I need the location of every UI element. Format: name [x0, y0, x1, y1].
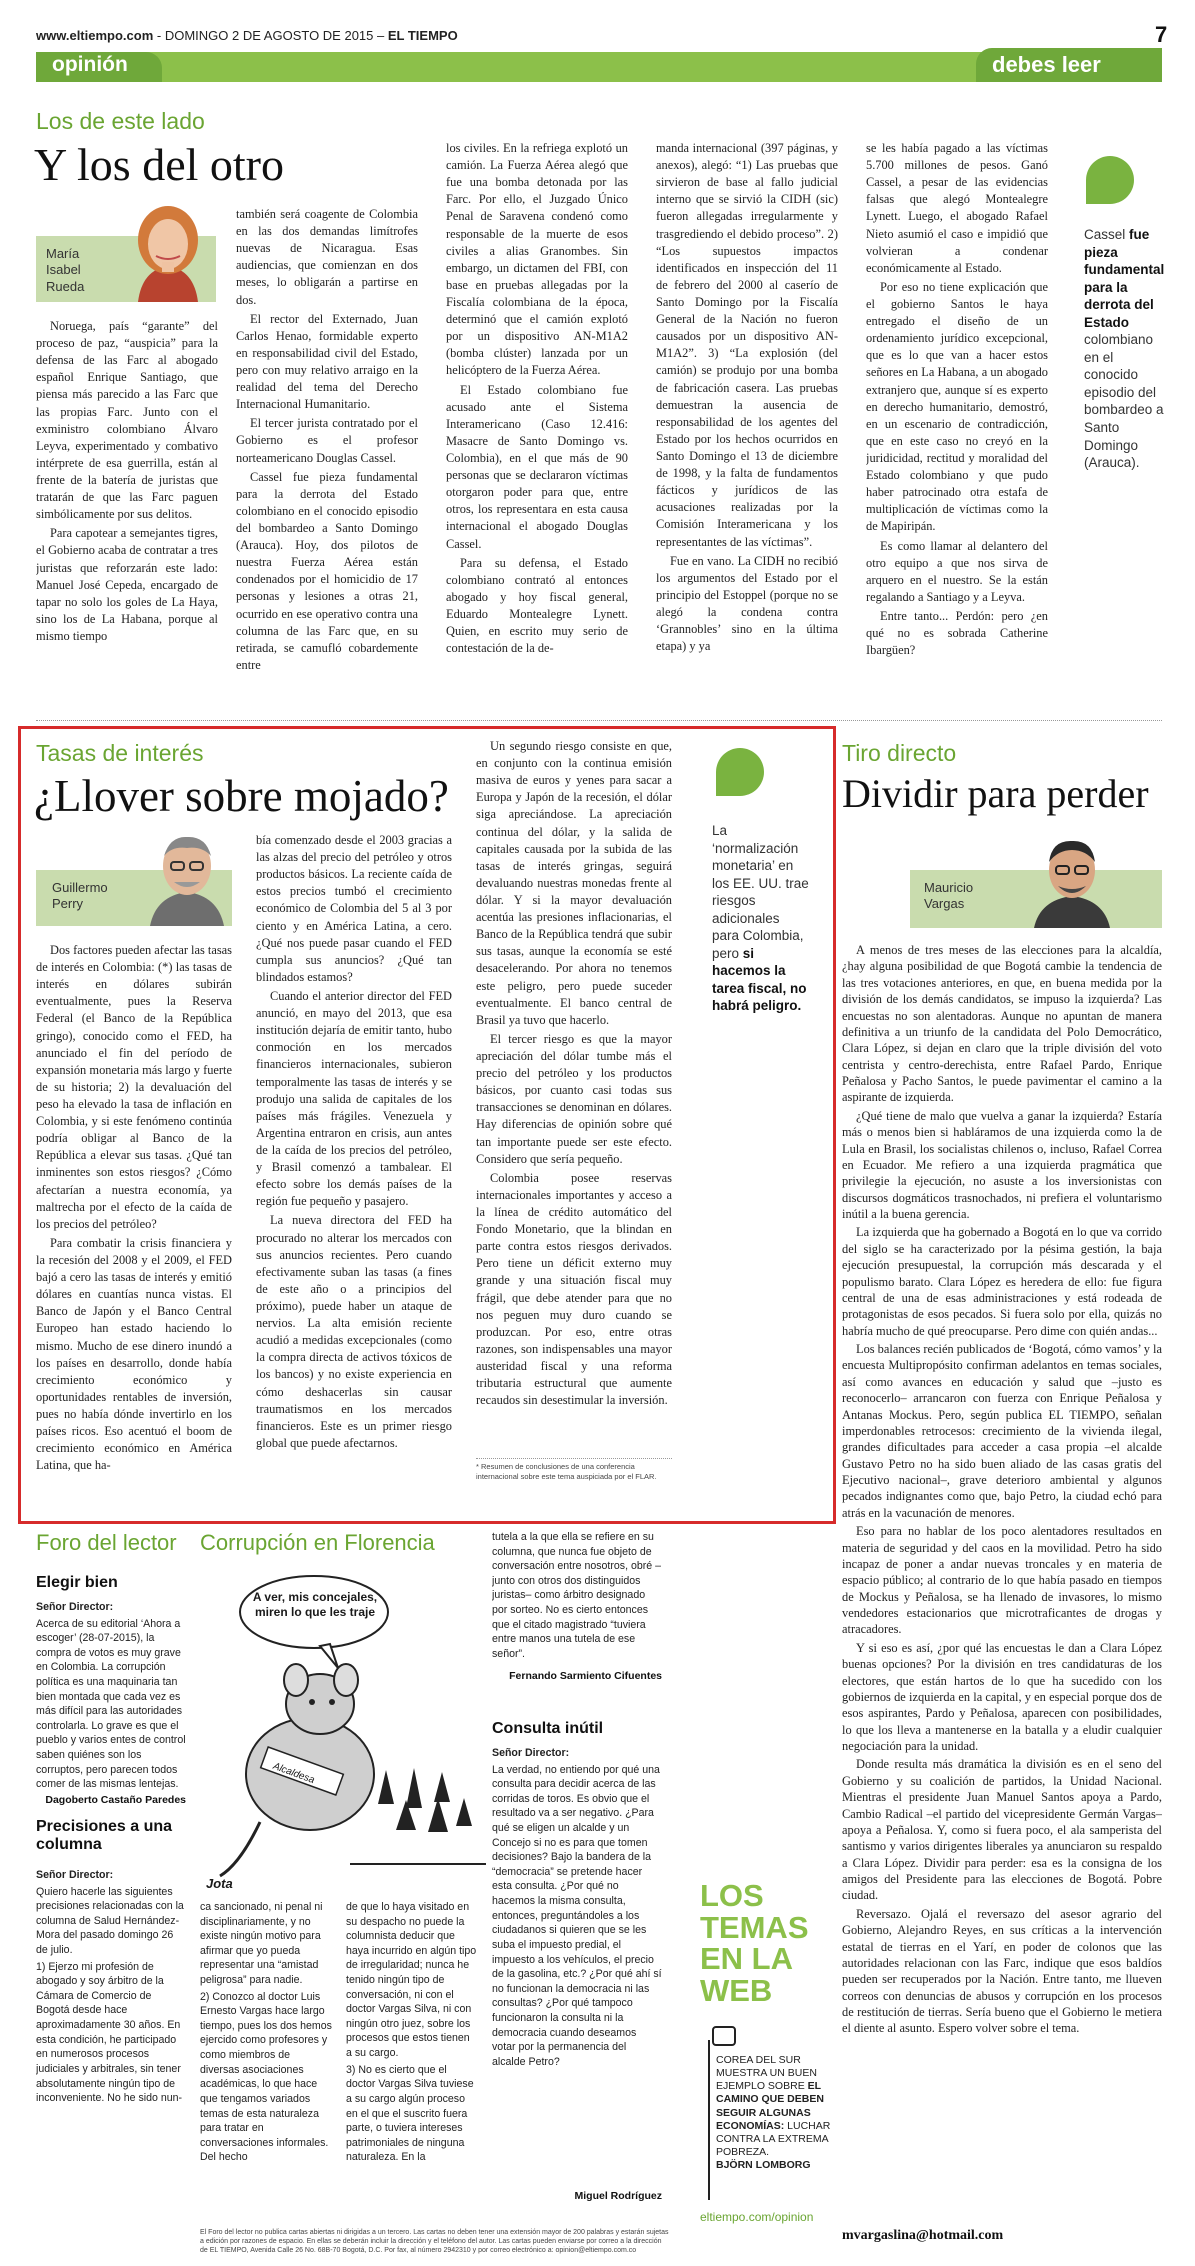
chat-icon [712, 2026, 736, 2046]
article2-author: Guillermo Perry [52, 880, 108, 912]
site-url[interactable]: www.eltiempo.com [36, 28, 154, 43]
article2-pull-quote: La ‘normalización monetaria’ en los EE. UU. trae riesgos adicionales para Colombia, pero si hacemos la tarea fiscal, no habrá peligro. [712, 823, 809, 1014]
article2-column-1: Dos factores pueden afectar las tasas de interés en Colombia: (*) las tasas de interés en dólares subirán eventualmente, pues la Reserva Federal (el Banco de la República gringo), conocido como el FED, ha anunciado el fin del período de expansión monetaria más largo y fuerte de su historia; 2) la devaluación del peso ha elevado la tasa de inflación en Colombia, y si este fenómeno continúa podría obligar al Banco de la República a elevar sus tasas. ¿Qué tan inminentes son estos riesgos? ¿Cómo afectarían a nuestra economía, ya maltrecha por el efecto de la caída de los precios del petróleo? Para combatir la crisis financiera y la recesión del 2008 y el 2009, el FED bajó a cero las tasas de interés y emitió dólares en cuantías nunca vistas. El Banco de Japón y el Banco Central Europeo han estado haciendo lo mismo. Mucho de ese dinero inundó a los países en desarrollo, donde había crecimiento económico y oportunidades rentables de inversión, pues no había dónde invertirlo en los países ricos. Eso acentuó el boom de crecimiento económico en América Latina, que ha- [36, 943, 232, 1473]
letter2-body: Señor Director: Quiero hacerle las siguientes precisiones relacionadas con la columna de Salud Hernández-Mora del pasado domingo 26 de julio. 1) Ejerzo mi profesión de abogado y soy árbitro de la Cámara de Comercio de Bogotá desde hace aproximadamente 30 años. En esta condición, he participado en numerosos procesos judiciales y arbitrales, sin tener absolutamente ningún tipo de inconveniente. No he sido nun- [36, 1869, 184, 2105]
debes-leer-title: debes leer [992, 52, 1101, 77]
article1-kicker: Los de este lado [36, 108, 205, 134]
article1-column-2: también será coagente de Colombia en las dos demandas limítrofes nuevas de Nicaragua. Esas audiencias, que comienzan en dos meses, lo obligarán a partirse en dos. El rector del Externado, Juan Carlos Henao, formidable experto en responsabilidad civil del Estado, pero con muy relativo arraigo en la realidad del tema del Derecho Internacional Humanitario. El tercer jurista contratado por el Gobierno es el profesor norteamericano Douglas Cassel. Cassel fue pieza fundamental para la derrota del Estado colombiano en el conocido episodio del bombardeo a Santo Domingo (Arauca). Hoy, dos pilotos de nuestra Fuerza Aérea están condenados por el homicidio de 17 personas y lesiones a otras 21, ocurrido en ese operativo contra una columna de las Farc que, en su retirada, se camufló cobardemente entre [236, 207, 418, 672]
article2-title: ¿Llover sobre mojado? [34, 771, 449, 821]
header-paper: EL TIEMPO [387, 28, 458, 43]
web-url[interactable]: eltiempo.com/opinion [700, 2210, 814, 2224]
article3-email[interactable]: mvargaslina@hotmail.com [842, 2228, 1004, 2243]
cartoon-sign-label: Alcaldesa [271, 1760, 316, 1787]
article2-column-3: Un segundo riesgo consiste en que, en conjunto con la continua emisión masiva de euros y yenes para sacar a Europa y Japón de la recesión, el dólar siga apreciándose. La apreciación continua del dólar, y la salida de capitales causada por la subida de las tasas de interés gringas, seguirá devaluando nuestras monedas frente al dólar. Y si la mayor devaluación acentúa las presiones inflacionarias, el Banco de la República tendrá que subir sus tasas, aunque la economía se esté desacelerando. Por ahora no tenemos este peligro, pero puede suceder eventualmente. El banco central de Brasil ya tuvo que hacerlo. El tercer riesgo es que la mayor apreciación del dólar tumbe más el precio del petróleo y los productos básicos, por cuanto casi todas sus transacciones se denominan en dólares. Hay diferencias de opinión sobre qué tan importante puede ser este efecto. Considero que sería pequeño. Colombia posee reservas internacionales importantes y acceso a la línea de crédito automático del Fondo Monetario, que la blindan en parte contra estos riesgos derivados. Pero tiene un déficit externo muy grande y una situación fiscal muy frágil, que debe atender para que no nos peguen muy duro cuando se produzcan. Por eso, entre otras razones, son indispensables una mayor austeridad fiscal y una reforma tributaria estructural que aumente recaudos sin desestimular la inversión. [476, 739, 672, 1408]
letter3-title: Consulta inútil [492, 1720, 604, 1737]
article1-column-5: se les había pagado a las víctimas 5.700 millones de pesos. Ganó Cassel, a pesar de las evidencias falsas que alegó Montealegre Lynett. Luego, el abogado Rafael Nieto asumió el caso e impidió que volvieran a condenar económicamente al Estado. Por eso no tiene explicación que el gobierno Santos le haya entregado el diseño de un ordenamiento jurídico excepcional, que es lo que van a hacer estos señores en La Habana, a un abogado extranjero que, aunque sí es experto en derecho humanitario, demostró, en un escenario de contradicción, que en este caso no creyó en la juridicidad, rectitud y moralidad del Estado colombiano y que pudo haber patrocinado otra estafa de multiplicación de víctimas como la de Mapiripán. Es como llamar al delantero del otro equipo a que nos sirva de arquero en el nuestro. Se la están regalando a Santiago y a Leyva. Entre tanto... Perdón: pero ¿en qué no es sobrada Catherine Ibargüen? [866, 141, 1048, 658]
article1-title: Y los del otro [34, 139, 284, 190]
letter2-title: Precisiones a una columna [36, 1818, 173, 1853]
article1-author: María Isabel Rueda [46, 246, 85, 294]
article2-column-2: bía comenzado desde el 2003 gracias a las alzas del precio del petróleo y otros productos básicos. La reciente caída de estos precios tumbó el crecimiento económico de Colombia del 5 al 3 por ciento y en América Latina, a cero. ¿Qué nos puede pasar cuando el FED cumpla sus anuncios? ¿Qué tan blindados estamos? Cuando el anterior director del FED anunció, en mayo del 2013, que esa institución dejaría de emitir tanto, hubo conmoción en los mercados financieros internacionales, subieron temporalmente las tasas de interés y se produjo una salida de capitales de los países más frágiles. Venezuela y Argentina entraron en crisis, aun antes de la caída de los precios del petróleo, y Brasil comenzó a tambalear. El efecto sobre los demás países de la región fue pequeño y pasajero. La nueva directora del FED ha procurado no alterar los mercados con sus anuncios recientes. Pero cuando efectivamente suban las tasas (a fines de este año o a principios del próximo), puede haber un ataque de nervios. La alta emisión reciente acudió a medidas excepcionales (como la compra directa de activos tóxicos de los bancos) y no existe experiencia en cómo deshacerlas sin causar traumatismos en los mercados financieros. Este es un primer riesgo global que puede afectarnos. [256, 833, 452, 1450]
letter1-signature: Dagoberto Castaño Paredes [45, 1794, 186, 1806]
header-date: DOMINGO 2 DE AGOSTO DE 2015 [164, 28, 374, 43]
page-header: www.eltiempo.com - DOMINGO 2 DE AGOSTO DE 2015 – EL TIEMPO [36, 28, 458, 43]
foro-fine-print: El Foro del lector no publica cartas abiertas ni dirigidas a un tercero. Las cartas no deben tener una extensión mayor de 200 palabras y estarán sujetas a edición por razones de espacio. En ellas se deberán incluir la dirección y el teléfono del autor. Las cartas pueden enviarse por correo a la dirección de EL TIEMPO, Avenida Calle 26 No. 68B-70 Bogotá, D.C. Por fax, al número 2942310 y por correo electrónico a: opinion@eltiempo.com.co [200, 2229, 669, 2255]
article1-column-1: Noruega, país “garante” del proceso de paz, “auspicia” para la defensa de las Farc al abogado español Enrique Santiago, que piensa más parecido a las Farc que las propias Farc. Junto con el exministro colombiano Álvaro Leyva, experimentado y combativo intérprete de esa guerrilla, están al frente de la batería de juristas que tratarán de que las Farc paguen simbólicamente por sus delitos. Para capotear a semejantes tigres, el Gobierno acaba de contratar a tres juristas que reforzarán este lado: Manuel José Cepeda, encargado de tapar no solo los goles de La Haya, sino los de La Habana, porque al mismo tiempo [36, 319, 218, 643]
cartoon-artist: Jota [206, 1876, 233, 1891]
section-divider [36, 720, 1162, 721]
article3-author-photo [1026, 830, 1118, 928]
letter1-body: Señor Director: Acerca de su editorial ‘Ahora a escoger’ (28-07-2015), la compra de votos es muy grave en Colombia. La corrupción política es una maquinaria tan bien montada que cada vez es más difícil para las autoridades controlarla. Lo grave es que el pueblo y varios entes de control saben quiénes son los corruptos, pero parecen todos comer de las mismas lentejas. [36, 1601, 186, 1790]
letter3-signature: Miguel Rodríguez [574, 2190, 662, 2202]
article1-column-3: los civiles. En la refriega explotó un camión. La Fuerza Aérea alegó que fue una bomba detonada por las Farc. Por ello, el Juzgado Único Penal de Saravena condenó como responsable de la muerte de esos civiles a alias Granombes. Sin embargo, un dictamen del FBI, con base en pruebas allegadas por la Fiscalía colombiana de la época, determinó que el camión explotó por un dispositivo AN-M1A2 (bomba clúster) lanzada por un helicóptero de la Fuerza Aérea. El Estado colombiano fue acusado ante el Sistema Interamericano (Caso 12.416: Masacre de Santo Domingo vs. Colombia), en el que más de 90 personas que se declararon víctimas otorgaron poder para que, entre otros, los representara en esta causa internacional el abogado Douglas Cassel. Para su defensa, el Estado colombiano contrató al entonces abogado y hoy fiscal general, Eduardo Montealegre Lynett. Quien, en escrito muy serio de contestación de la de- [446, 141, 628, 656]
foro-title: Foro del lector [36, 1530, 177, 1555]
web-teaser-rule [708, 2040, 710, 2200]
letter3-body: Señor Director: La verdad, no entiendo por qué una consulta para decidir acerca de las corridas de toros. Es obvio que el resultado va a ser negativo. ¿Para qué se eligen un alcalde y un Concejo si no es para que tomen decisiones? Bajo la bandera de la “democracia” se pretende hacer esta consulta. ¿Por qué no hacemos la misma consulta, entonces, preguntándoles a los ciudadanos si quieren que se les suba el impuesto predial, el impuesto a los vehículos, el precio de la gasolina, etc.? ¿Por qué ahí sí no funcionan la democracia ni las consultas? ¿Por qué tampoco funcionaron la consulta ni la democracia cuando deseamos votar por la permanencia del alcalde Petro? [492, 1747, 662, 2068]
article3-author: Mauricio Vargas [924, 880, 974, 912]
quote-icon [1086, 156, 1134, 204]
page-number: 7 [1155, 22, 1168, 47]
article1-author-photo [118, 196, 218, 302]
section-title: opinión [52, 53, 128, 76]
article2-kicker: Tasas de interés [36, 740, 204, 766]
article1-column-4: manda internacional (397 páginas, y anexos), alegó: “1) Las pruebas que sirvieron de base al fallo judicial interno que se sirvió la CIDH (sic) fueron allegadas irregularmente y trasgrediendo el debido proceso”. 2) “Los supuestos impactos identificados en inspección del 11 de febrero del 2000 al caserío de Santo Domingo por la Fiscalía General de la Nación no fueron causados por un dispositivo AN-M1A2”. 3) “La explosión (del camión) se produjo por una bomba de fabricación casera. Las pruebas demuestran la ausencia de responsabilidad de los agentes del Estado por los hechos ocurridos en Santo Domingo el 13 de diciembre de 1998, y la falta de fundamentos fácticos y jurídicos de las acusaciones realizadas por la Comisión Interamericana y los representantes de las víctimas”. Fue en vano. La CIDH no recibió los argumentos del Estado por el principio del Estoppel (porque no se alegó la condena contra ‘Grannobles’ sino en la última etapa) y ya [656, 141, 838, 654]
letter1-title: Elegir bien [36, 1574, 118, 1591]
article2-footnote: * Resumen de conclusiones de una conferencia internacional sobre este tema auspiciada por el FLAR. [476, 1462, 657, 1481]
letter2-signature: Fernando Sarmiento Cifuentes [509, 1670, 662, 1682]
footnote-rule [476, 1458, 672, 1459]
article3-title: Dividir para perder [842, 771, 1149, 816]
web-title: LOS TEMAS EN LA WEB [700, 1878, 809, 2008]
cartoon-title: Corrupción en Florencia [200, 1530, 435, 1555]
letter2-continued-3: tutela a la que ella se refiere en su columna, que nunca fue objeto de conversación entre nosotros, obré –junto con otros dos distinguidos juristas– como árbitro designado por sorteo. No es cierto entonces que el citado magistrado “tuviera entre manos una tutela de ese señor”. [492, 1531, 662, 1660]
letter2-continued-2: de que lo haya visitado en su despacho no puede la columnista deducir que haya incurrido en algún tipo de irregularidad; nunca he tenido ningún tipo de conversación, ni con el doctor Vargas Silva, ni con ningún otro juez, sobre los procesos que estos tienen a su cargo. 3) No es cierto que el doctor Vargas Silva tuviese a su cargo algún proceso en el que el suscrito fuera parte, o tuviera intereses patrimoniales de ninguna naturaleza. En la [346, 1901, 477, 2164]
article1-pull-quote: Cassel fue pieza fundamental para la derrota del Estado colombiano en el conocido episodio del bombardeo a Santo Domingo (Arauca). [1084, 227, 1165, 471]
article3-body: A menos de tres meses de las elecciones para la alcaldía, ¿hay alguna posibilidad de que Bogotá cambie la tendencia de las tres votaciones anteriores, en que, en buena medida por la división de los demás candidatos, se impuso la izquierda? Las encuestas no son alentadoras. Aunque no apuntan de manera definitiva a un triunfo de la candidata del Polo Democrático, Clara López, si dejan en claro que la triple división del voto centrista y centro-derechista, entre Rafael Pardo, Enrique Peñalosa y Pacho Santos, le puede pavimentar el camino a la aspirante de izquierda. ¿Qué tiene de malo que vuelva a ganar la izquierda? Estaría más o menos bien si habláramos de una izquierda como la de Lula en Brasil, los socialistas chilenos o, incluso, Rafael Correa en Ecuador. Me refiero a una izquierda pragmática que privilegie la ejecución, no asuste a los inversionistas con discursos dogmáticos trasnochados, ni prefiera el voluntarismo inútil a la buena gerencia. La izquierda que ha gobernado a Bogotá en lo que va corrido del siglo se ha caracterizado por la pésima gestión, la baja ejecución presupuestal, la corrupción más descarada y el populismo barato. Clara López es heredera de ello: fue figura central de una de esas administraciones y está rodeada de protagonistas de esos pecados. Si fuera solo por ella, quizás no habría mucho de qué preocuparse. Pero dime con quién andas... Los balances recién publicados de ‘Bogotá, cómo vamos’ y la encuesta Multipropósito confirman adelantos en temas sociales, así como avances en educación y salud que –justo es reconocerlo– arrancaron con fuerza con Enrique Peñalosa y Antanas Mockus. Pero, según publica EL TIEMPO, señalan imperdonables retrocesos: crecimiento de la vivienda ilegal, grandes dificultades para acceder a casa propia –el alcalde Gustavo Petro no ha sido buen aliado de las casas gratis del Ejecutivo nacional–, grave deterioro ambiental y algunos pecados indignantes como que, bajo Petro, la ciudad echó para atrás en la vacunación de menores. Eso para no hablar de los poco alentadores resultados en materia de seguridad y del caos en la movilidad. Petro ha sido incapaz de poner a andar nuevas troncales y en materia de espacio público; al contrario de lo que había pasado en tiempos de Mockus y Peñalosa, se ha llenado de invasores, lo mismo vendedores estacionarios que microtraficantes de drogas y atracadores. Y si eso es así, ¿por qué las encuestas le dan a Clara López buenas opciones? Por la división en tres candidaturas de los electores, que están hartos de lo que ha sucedido con los gobiernos de izquierda en la capital, y en especial porque dos de esos aspirantes, Pardo y Peñalosa, aparecen con posibilidades, lo que los lleva a mantenerse en la batalla y a eludir cualquier negociación para la unidad. Donde resulta más dramática la división es en el seno del Gobierno y su coalición de partidos, la Unidad Nacional. Mientras el presidente Juan Manuel Santos apoya a Pardo, Cambio Radical –el partido del vicepresidente Germán Vargas– apoya a Peñalosa. Y, como si fuera poco, el ala samperista del santismo y varios dirigentes liberales ya anunciaron su respaldo a Clara López. Dividir para perder: esa es la consigna de los amigos del Presidente para las elecciones de Bogotá. Pobre ciudad. Reversazo. Ojalá el reversazo del asesor agrario del Gobierno, Alejandro Reyes, en sus críticas a la intervención estatal de tierras en el Yarí, en poder de colonos que las autoridades relacionan con las Farc, indique que esos baldíos pueden ser recuperados por la Nación. Entre tanto, me llueven correos con denuncias de abusos y corrupción en los procesos de restitución de tierras. Sería bueno que el Gobierno le metiera el diente al asunto. Espero volver sobre el tema. [842, 943, 1162, 2036]
article3-kicker: Tiro directo [842, 740, 957, 766]
letter2-continued: ca sancionado, ni penal ni disciplinariamente, y no existe ningún motivo para afirmar que yo pueda representar una “amistad peligrosa” para nadie. 2) Conozco al doctor Luis Ernesto Vargas hace largo tiempo, pues los dos hemos ejercido como profesores y como miembros de diversas asociaciones académicas, lo que hace que tengamos variados temas de esta naturaleza para tratar en conversaciones informales. Del hecho [200, 1901, 332, 2164]
article2-author-photo [140, 826, 234, 926]
quote-icon-2 [716, 748, 764, 796]
cartoon-speech: A ver, mis concejales, miren lo que les traje [252, 1590, 378, 1619]
web-teaser[interactable]: COREA DEL SUR MUESTRA UN BUEN EJEMPLO SOBRE EL CAMINO QUE DEBEN SEGUIR ALGUNAS ECONOMÍAS: LUCHAR CONTRA LA EXTREMA POBREZA. BJÖRN LOMBORG [716, 2054, 831, 2171]
